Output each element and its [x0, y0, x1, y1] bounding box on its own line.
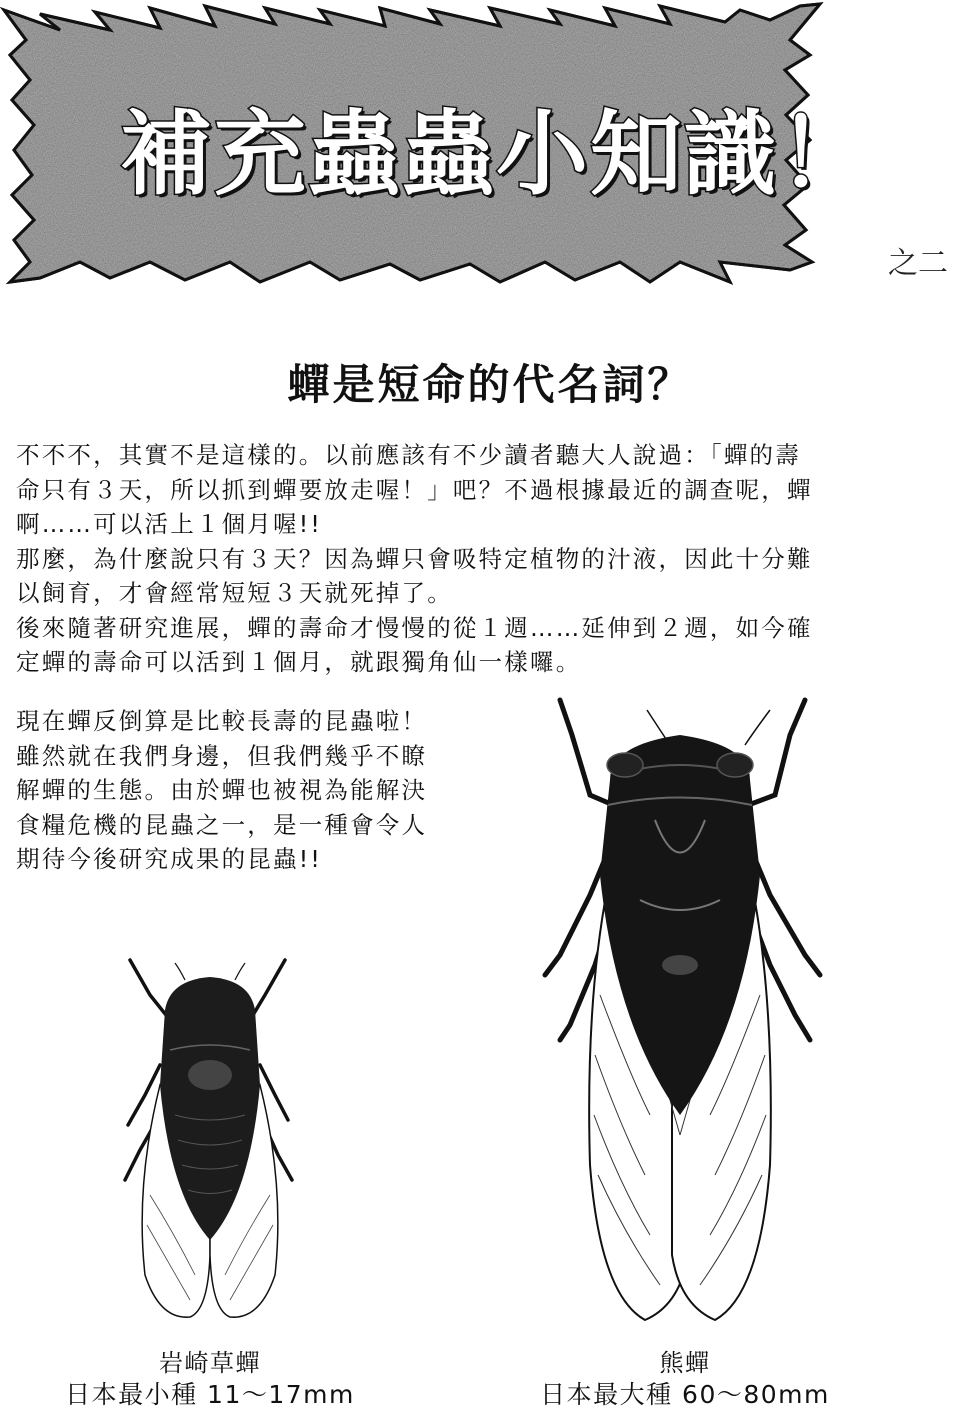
- text-line: 那麼，為什麼說只有３天？因為蟬只會吸特定植物的汁液，因此十分難: [16, 544, 813, 573]
- small-cicada-name: 岩崎草蟬: [159, 1349, 261, 1377]
- paragraph-1: [16, 438, 896, 680]
- text-line: 以飼育，才會經常短短３天就死掉了。: [16, 579, 453, 607]
- cicada-small-illustration-icon: [120, 955, 300, 1325]
- heading-text: 蟬是短命的代名詞？: [287, 360, 693, 409]
- cicada-large-illustration-icon: [520, 695, 840, 1335]
- text-line: 現在蟬反倒算是比較長壽的昆蟲啦！: [16, 707, 428, 735]
- text-line: 期待今後研究成果的昆蟲!!: [16, 845, 322, 873]
- text-line: 解蟬的生態。由於蟬也被視為能解決: [16, 776, 428, 804]
- part-label: 之二: [888, 246, 948, 281]
- large-cicada-caption: [530, 1348, 840, 1410]
- banner-title: 補充蟲蟲小知識！: [120, 101, 873, 208]
- large-cicada-name: 熊蟬: [659, 1349, 711, 1377]
- text-line: 定蟬的壽命可以活到１個月，就跟獨角仙一樣囉。: [16, 648, 582, 676]
- small-cicada-size: 日本最小種 11～17mm: [65, 1380, 355, 1409]
- text-line: 不不不，其實不是這樣的。以前應該有不少讀者聽大人說過：「蟬的壽: [16, 441, 801, 469]
- text-line: 雖然就在我們身邊，但我們幾乎不瞭: [16, 741, 428, 770]
- text-line: 後來隨著研究進展，蟬的壽命才慢慢的從１週……延伸到２週，如今確: [16, 613, 813, 642]
- title-banner: [0, 0, 873, 290]
- text-line: 食糧危機的昆蟲之一，是一種會令人: [16, 810, 428, 839]
- text-line: 命只有３天，所以抓到蟬要放走喔！」吧？不過根據最近的調查呢，蟬: [16, 475, 813, 504]
- paragraph-2: [16, 704, 486, 877]
- small-cicada-caption: [60, 1348, 360, 1410]
- text-line: 啊……可以活上１個月喔!!: [16, 510, 322, 538]
- article-heading: [0, 352, 960, 412]
- large-cicada-size: 日本最大種 60～80mm: [540, 1380, 830, 1409]
